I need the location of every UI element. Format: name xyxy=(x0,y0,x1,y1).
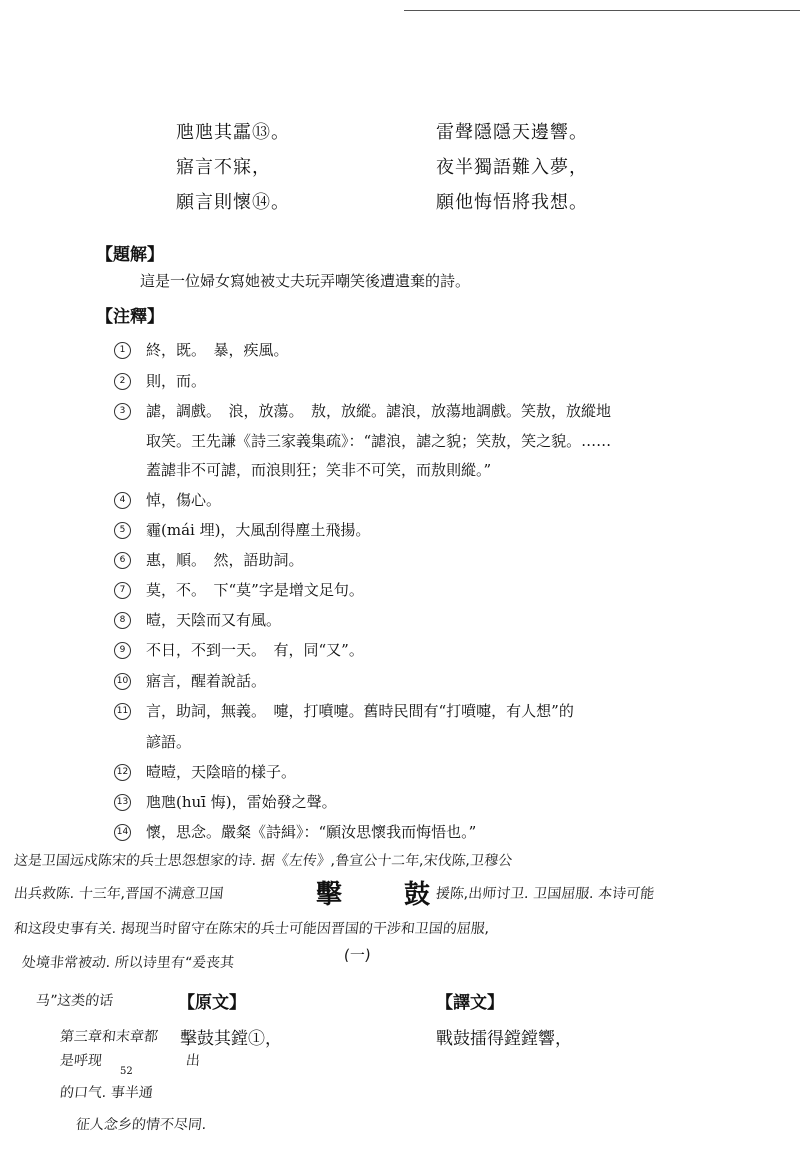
note-text: 莫，不。 下“莫”字是增文足句。 xyxy=(146,581,364,599)
handwritten-note-line-2b: 援陈,出师讨卫. 卫国屈服. 本诗可能 xyxy=(435,886,656,902)
poem-original-line-2: 寤言不寐， xyxy=(176,157,271,178)
handwritten-margin-line-1: 第三章和末章都 xyxy=(59,1029,159,1045)
note-number: 8 xyxy=(114,612,131,629)
handwritten-note-line-4: 处境非常被动. 所以诗里有“爰丧其 xyxy=(21,955,235,971)
note-text: 寤言，醒着說話。 xyxy=(146,672,267,690)
note-text: 惠，順。 然，語助詞。 xyxy=(146,551,304,569)
handwritten-margin-line-3: 的口气. 事半通 xyxy=(59,1085,154,1101)
handwritten-note-line-3: 和这段史事有关. 揭现当时留守在陈宋的兵士可能因晋国的干涉和卫国的屈服, xyxy=(13,921,491,937)
note-3-continuation-1: 取笑。王先謙《詩三家義集疏》：“謔浪，謔之貌；笑敖，笑之貌。…… xyxy=(146,432,612,450)
poem-original-line-1: 虺虺其靁⑬。 xyxy=(176,122,290,143)
yiwen-line-1: 戰鼓擂得鏜鏜響， xyxy=(436,1029,572,1049)
note-text: 終，既。 暴，疾風。 xyxy=(146,341,289,359)
handwritten-note-line-2: 出兵救陈. 十三年,晋国不满意卫国 xyxy=(13,886,225,902)
note-number: 2 xyxy=(114,373,131,390)
note-number: 10 xyxy=(114,673,131,690)
handwritten-under-mark: 出 xyxy=(185,1053,201,1069)
handwritten-margin-line-4: 征人念乡的情不尽同. xyxy=(75,1117,208,1133)
handwritten-bracket-mark: (一) xyxy=(343,946,372,964)
poem-translation-line-1: 雷聲隱隱天邊響。 xyxy=(436,122,588,143)
yuanwen-heading: 【原文】 xyxy=(178,993,246,1013)
note-text: 悼，傷心。 xyxy=(146,491,222,509)
notes-heading: 【注釋】 xyxy=(96,307,164,327)
note-3-continuation-2: 蓋謔非不可謔，而浪則狂；笑非不可笑，而敖則縱。” xyxy=(146,461,492,479)
note-number: 5 xyxy=(114,522,131,539)
note-number: 7 xyxy=(114,582,131,599)
note-number: 6 xyxy=(114,552,131,569)
yiwen-heading: 【譯文】 xyxy=(436,993,504,1013)
note-11-continuation: 諺語。 xyxy=(146,733,192,751)
note-text: 言，助詞，無義。 嚏，打噴嚏。舊時民間有“打噴嚏，有人想”的 xyxy=(146,702,574,720)
poem-translation-line-2: 夜半獨語難入夢， xyxy=(436,157,588,178)
top-rule xyxy=(404,10,800,11)
note-text: 曀，天陰而又有風。 xyxy=(146,611,282,629)
note-text: 懷，思念。嚴粲《詩緝》：“願汝思懷我而悔悟也。” xyxy=(146,823,477,841)
note-number: 9 xyxy=(114,642,131,659)
tijie-heading: 【題解】 xyxy=(96,245,164,265)
section-title-char-1: 擊 xyxy=(316,880,343,910)
note-number: 3 xyxy=(114,403,131,420)
poem-original-line-3: 願言則懷⑭。 xyxy=(176,192,290,213)
handwritten-note-line-1: 这是卫国远戍陈宋的兵士思怨想家的诗. 据《左传》,鲁宣公十二年,宋伐陈,卫穆公 xyxy=(13,853,513,869)
handwritten-margin-line-2: 是呼现 xyxy=(59,1053,103,1069)
page-number-mark: 52 xyxy=(120,1066,133,1077)
yuanwen-line-1: 擊鼓其鏜①， xyxy=(180,1029,282,1049)
note-text: 不日，不到一天。 有，同“又”。 xyxy=(146,641,364,659)
note-number: 13 xyxy=(114,794,131,811)
note-text: 霾(mái 埋)，大風刮得塵土飛揚。 xyxy=(146,521,371,539)
note-text: 則，而。 xyxy=(146,372,207,390)
note-text: 謔，調戲。 浪，放蕩。 敖，放縱。謔浪，放蕩地調戲。笑敖，放縱地 xyxy=(146,402,612,420)
note-number: 11 xyxy=(114,703,131,720)
note-number: 1 xyxy=(114,342,131,359)
poem-translation-line-3: 願他悔悟將我想。 xyxy=(436,192,588,213)
handwritten-note-line-5: 马”这类的话 xyxy=(35,993,115,1009)
tijie-text: 這是一位婦女寫她被丈夫玩弄嘲笑後遭遺棄的詩。 xyxy=(140,272,471,290)
note-number: 4 xyxy=(114,492,131,509)
note-number: 14 xyxy=(114,824,131,841)
note-text: 虺虺(huī 悔)，雷始發之聲。 xyxy=(146,793,337,811)
note-number: 12 xyxy=(114,764,131,781)
note-text: 曀曀，天陰暗的樣子。 xyxy=(146,763,297,781)
section-title-char-2: 鼓 xyxy=(404,880,431,910)
